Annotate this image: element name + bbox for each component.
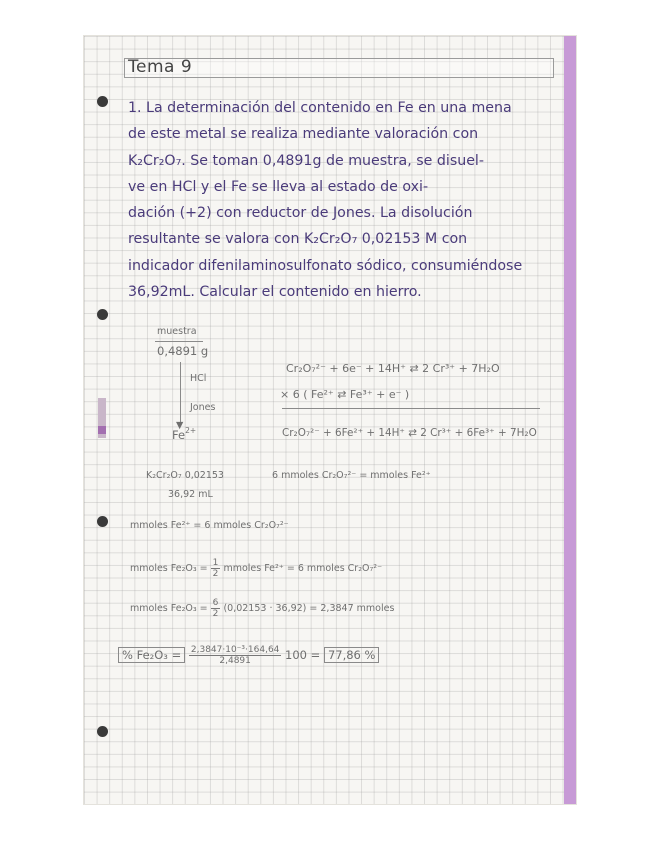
problem-line: de este metal se realiza mediante valoración con (128, 126, 479, 143)
stoichiometric-ratio: 6 mmoles Cr₂O₇²⁻ = mmoles Fe²⁺ (272, 470, 431, 481)
sum-line (282, 408, 540, 409)
sample-label: muestra (157, 326, 197, 337)
problem-line: dación (+2) con reductor de Jones. La disolución (128, 205, 473, 222)
page-title: Tema 9 (128, 57, 193, 77)
binder-hole-3 (97, 516, 108, 527)
problem-line: 1. La determinación del contenido en Fe en una mena (128, 100, 512, 116)
binder-hole-4 (97, 726, 108, 737)
equation-3: mmoles Fe₂O₃ = $\frac{6}{2}$ (0,02153 · 36,92) = 2,3847 mmoles (130, 598, 395, 619)
titrant: K₂Cr₂O₇ 0,02153 (146, 470, 224, 481)
arrow-head-icon: ▼ (176, 420, 184, 431)
overall-reaction: Cr₂O₇²⁻ + 6Fe²⁺ + 14H⁺ ⇄ 2 Cr³⁺ + 6Fe³⁺ + 7H₂O (282, 427, 537, 439)
binding-label (98, 398, 106, 438)
problem-line: 36,92mL. Calcular el contenido en hierro. (128, 284, 422, 301)
underline (155, 341, 203, 342)
problem-statement (128, 95, 560, 305)
problem-line: ve en HCl y el Fe se lleva al estado de oxi- (128, 178, 429, 195)
half-reaction-iron: × 6 ( Fe²⁺ ⇄ Fe³⁺ + e⁻ ) (280, 388, 410, 401)
titrant-volume: 36,92 mL (168, 489, 213, 500)
equation-1: mmoles Fe²⁺ = 6 mmoles Cr₂O₇²⁻ (130, 520, 289, 531)
margin-color-strip (564, 36, 576, 804)
step-hcl: HCl (190, 373, 207, 384)
equation-2: mmoles Fe₂O₃ = $\frac{1}{2}$ mmoles Fe²⁺ = 6 mmoles Cr₂O₇²⁻ (130, 558, 383, 579)
problem-line: K₂Cr₂O₇. Se toman 0,4891g de muestra, se disuel- (128, 152, 484, 169)
binder-hole-1 (97, 96, 108, 107)
half-reaction-dichromate: Cr₂O₇²⁻ + 6e⁻ + 14H⁺ ⇄ 2 Cr³⁺ + 7H₂O (286, 362, 500, 375)
problem-line: indicador difenilaminosulfonato sódico, consumiéndose (128, 257, 523, 274)
problem-line: resultante se valora con K₂Cr₂O₇ 0,02153 M con (128, 231, 468, 248)
percentage-result: % Fe₂O₃ = $\frac{\text{2,3847·10⁻³·164,64}}{2,4891}$ 100 = 77,86 % (118, 645, 379, 666)
sample-mass: 0,4891 g (157, 344, 209, 358)
step-jones: Jones (190, 402, 216, 413)
binder-hole-2 (97, 309, 108, 320)
procedure-arrow (180, 362, 181, 424)
fe-result: $Fe^{2+}$ (172, 426, 197, 442)
